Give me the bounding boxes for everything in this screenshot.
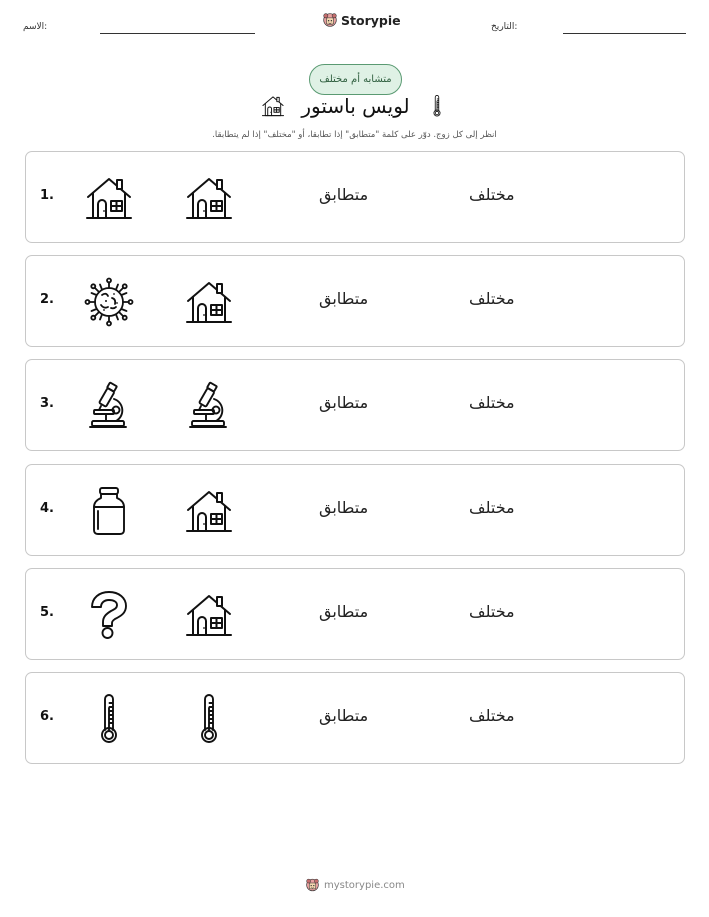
instructions: انظر إلى كل زوج. دوّر على كلمة "متطابق" إذا تطابقا، أو "مختلف" إذا لم يتطابقا. xyxy=(212,130,497,140)
row-number: 2. xyxy=(40,292,54,307)
exercise-row xyxy=(25,255,685,347)
microscope-icon xyxy=(84,381,134,431)
row-number: 3. xyxy=(40,396,54,411)
same-option[interactable]: متطابق xyxy=(319,185,369,204)
name-field[interactable] xyxy=(100,33,255,34)
house-icon xyxy=(261,94,285,118)
exercise-row xyxy=(25,359,685,451)
row-number: 6. xyxy=(40,709,54,724)
house-icon xyxy=(184,277,234,327)
house-icon xyxy=(84,173,134,223)
same-option[interactable]: متطابق xyxy=(319,706,369,725)
same-option[interactable]: متطابق xyxy=(319,393,369,412)
different-option[interactable]: مختلف xyxy=(469,706,515,725)
exercise-row xyxy=(25,672,685,764)
house-icon xyxy=(184,590,234,640)
storypie-logo-icon xyxy=(323,12,337,28)
row-number: 5. xyxy=(40,605,54,620)
brand-logo xyxy=(323,12,401,28)
house-icon xyxy=(184,486,234,536)
question-mark-icon xyxy=(84,590,134,640)
different-option[interactable]: مختلف xyxy=(469,602,515,621)
exercise-row xyxy=(25,464,685,556)
house-icon xyxy=(184,173,234,223)
microscope-icon xyxy=(184,381,234,431)
footer-url[interactable]: mystorypie.com xyxy=(324,879,405,891)
different-option[interactable]: مختلف xyxy=(469,185,515,204)
brand-name: Storypie xyxy=(341,12,401,28)
different-option[interactable]: مختلف xyxy=(469,393,515,412)
virus-icon xyxy=(84,277,134,327)
different-option[interactable]: مختلف xyxy=(469,289,515,308)
worksheet-type-badge: متشابه أم مختلف xyxy=(309,64,402,95)
title-row xyxy=(200,88,509,124)
row-number: 4. xyxy=(40,501,54,516)
exercise-row xyxy=(25,151,685,243)
same-option[interactable]: متطابق xyxy=(319,498,369,517)
footer xyxy=(306,878,405,892)
name-label: الاسم: xyxy=(23,22,48,32)
different-option[interactable]: مختلف xyxy=(469,498,515,517)
exercise-row xyxy=(25,568,685,660)
thermometer-icon xyxy=(184,694,234,744)
storypie-logo-icon xyxy=(306,878,319,892)
thermometer-icon xyxy=(84,694,134,744)
date-field[interactable] xyxy=(563,33,686,34)
same-option[interactable]: متطابق xyxy=(319,602,369,621)
date-label: التاريخ: xyxy=(491,22,518,32)
row-number: 1. xyxy=(40,188,54,203)
page-title: لويس باستور xyxy=(301,94,410,118)
thermometer-icon xyxy=(426,90,448,122)
bottle-icon xyxy=(84,486,134,536)
same-option[interactable]: متطابق xyxy=(319,289,369,308)
